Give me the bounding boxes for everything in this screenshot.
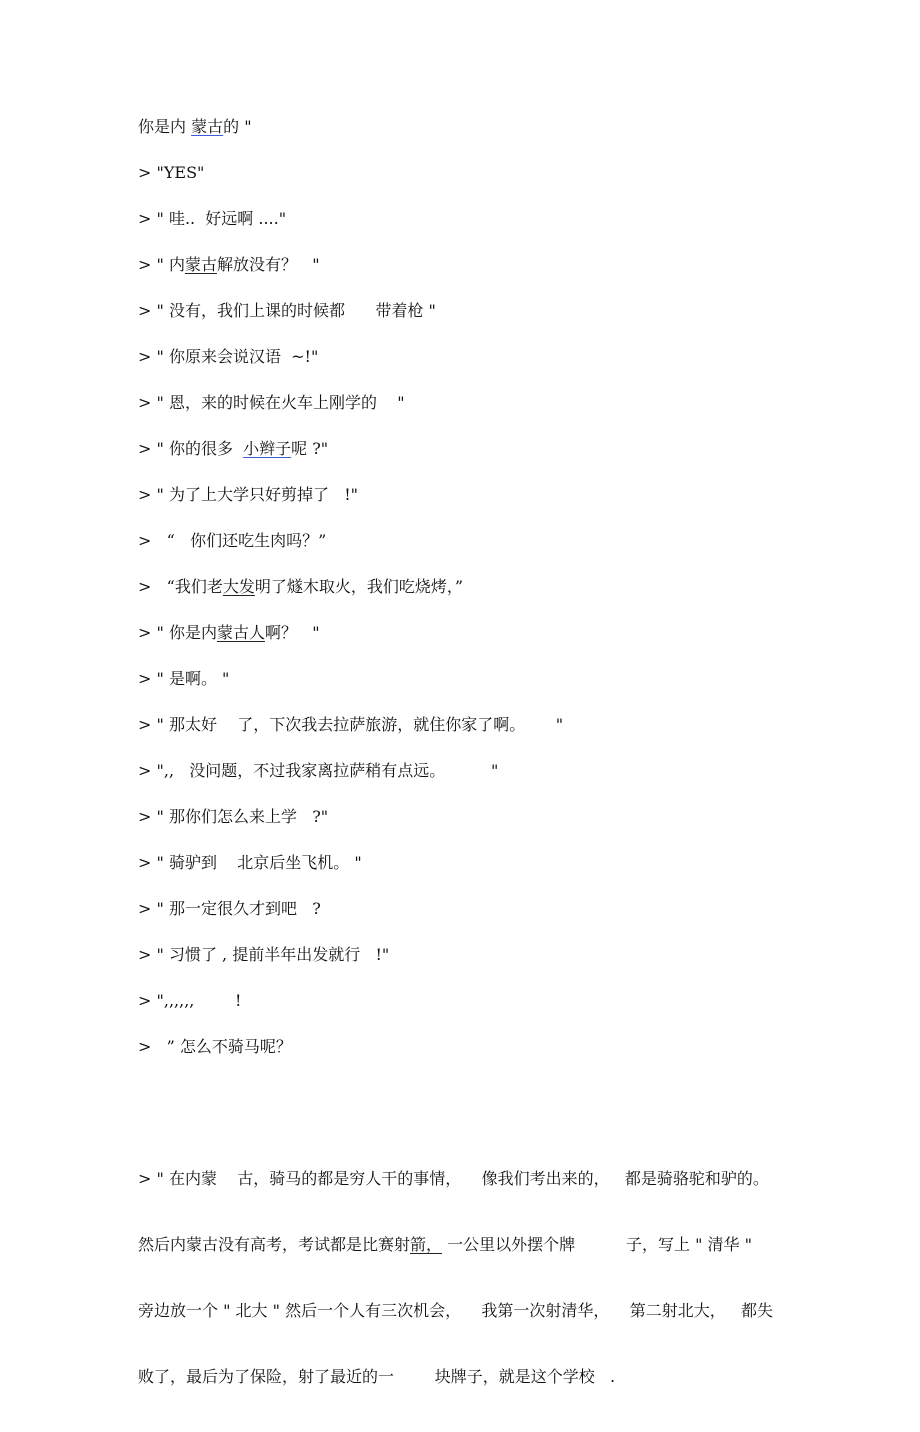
dialogue-line [138,761,498,781]
dialogue-line [138,347,318,367]
underlined-word: 大发 [222,577,255,596]
line-text: > “ 你们还吃生肉吗？” [138,531,327,550]
dialogue-line [138,531,326,551]
underlined-word: 蒙古 [191,117,224,136]
dialogue-line [138,163,204,183]
line-text: > ” 怎么不骑马呢？ [138,1037,292,1056]
dialogue-line [138,669,229,689]
line-text: > " 是啊。 " [138,669,230,688]
paragraph-line-2-end: 一公里以外摆个牌 子，写上 " 清华 " [442,1235,752,1254]
line-text: > "YES" [138,163,205,182]
dialogue-line [138,991,241,1011]
underlined-word: 箭， [410,1235,443,1254]
dialogue-line [138,899,321,919]
line-text: > " 你的很多 [138,439,244,458]
line-text: > " 那一定很久才到吧 ? [138,899,321,918]
line-text: > " 没有，我们上课的时候都 带着枪 " [138,301,436,320]
line-text-end: 明了燧木取火，我们吃烧烤，” [254,577,464,596]
paragraph-line-2 [138,1234,788,1256]
line-text: > ",, 没问题，不过我家离拉萨稍有点远。 " [138,761,499,780]
line-text: > " 内 [138,255,185,274]
paragraph-line-2-start: 然后内蒙古没有高考，考试都是比赛射 [138,1235,411,1254]
dialogue-line [138,623,320,643]
paragraph-line-4: 败了，最后为了保险，射了最近的一 块牌子，就是这个学校 . [138,1367,616,1386]
line-text: 你是内 [138,117,192,136]
paragraph-line-3: 旁边放一个 " 北大 " 然后一个人有三次机会， 我第一次射清华， 第二射北大， 都失 [138,1301,774,1320]
line-text-end: 呢 ?" [291,439,329,458]
line-text: > “我们老 [138,577,223,596]
line-text: > " 骑驴到 北京后坐飞机。 " [138,853,362,872]
dialogue-line [138,945,389,965]
dialogue-line [138,209,286,229]
line-text: > " 恩，来的时候在火车上刚学的 " [138,393,405,412]
closing-paragraph [138,1124,788,1432]
line-text: > " 你是内 [138,623,217,642]
dialogue-line [138,255,320,275]
line-text: > " 你原来会说汉语 ~!" [138,347,319,366]
line-text: > ",,,,,, ! [138,991,242,1010]
line-text: > " 那太好 了，下次我去拉萨旅游，就住你家了啊。 " [138,715,564,734]
underlined-word: 小辫子 [243,439,292,458]
line-text-end: 的 " [223,117,252,136]
dialogue-line [138,393,405,413]
dialogue-line [138,117,252,137]
dialogue-line [138,439,328,459]
dialogue-line [138,1037,292,1057]
line-text: > " 哇.. 好远啊 ...." [138,209,287,228]
paragraph-line-1: > " 在内蒙 古，骑马的都是穷人干的事情， 像我们考出来的， 都是骑骆驼和驴的。 [138,1169,769,1188]
dialogue-line [138,301,436,321]
dialogue-line [138,807,328,827]
line-text: > " 为了上大学只好剪掉了 !" [138,485,358,504]
dialogue-line [138,577,463,597]
dialogue-line [138,715,563,735]
line-text: > " 习惯了 , 提前半年出发就行 !" [138,945,390,964]
line-text-end: 解放没有？ " [216,255,320,274]
line-text-end: 啊？ " [264,623,320,642]
underlined-word: 蒙古 [184,255,217,274]
line-text: > " 那你们怎么来上学 ?" [138,807,329,826]
underlined-word: 蒙古人 [216,623,265,642]
dialogue-line [138,485,358,505]
dialogue-line [138,853,362,873]
